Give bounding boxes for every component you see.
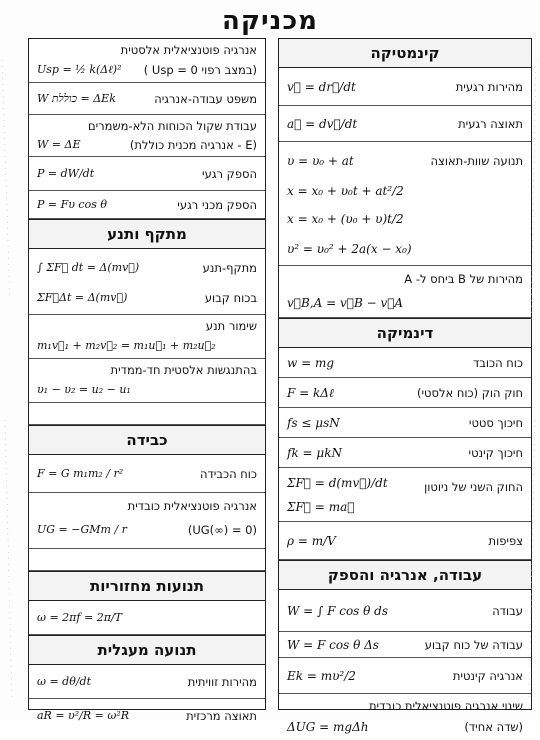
nonconservative-eq: W = ΔE [37, 138, 81, 151]
periodic-motion-heading: תנועות מחזוריות [29, 571, 265, 601]
work-energy-power-heading: עבודה, אנרגיה והספק [279, 560, 531, 590]
acceleration-eq: a⃗ = dv⃗/dt [287, 117, 358, 131]
gravity-potential-note: (UG(∞) = 0) [187, 523, 257, 537]
centripetal-label: תאוצה מרכזית [186, 709, 257, 723]
elastic-note: (במצב רפוי Usp = 0 ) [143, 63, 257, 77]
conservation-label: שימור תנע [205, 319, 257, 333]
gravity-potential-label: אנרגיה פוטנציאלית כובדית [127, 499, 257, 513]
nonconservative-work-row [29, 115, 265, 157]
potential-change-row [279, 694, 531, 740]
velocity-eq: v⃗ = dr⃗/dt [287, 80, 356, 94]
static-eq: fs ≤ μsN [287, 416, 340, 430]
pe-label: שינוי אנרגיה פוטנציאלית כובדית [369, 699, 523, 713]
kinetic-label: חיכוך קינטי [468, 446, 523, 460]
gravity-potential-eq: UG = −GMm / r [37, 523, 127, 536]
density-eq: ρ = m/V [287, 534, 336, 548]
ke-eq: Ek = mυ²/2 [287, 669, 356, 683]
impulse-eq: ∫ ΣF⃗ dt = Δ(mv⃗) [37, 261, 140, 274]
hooke-label: חוק הוק (כוח אלסטי) [417, 386, 523, 400]
angular-label: מהירות זוויתית [187, 675, 257, 689]
relative-eq: v⃗B,A = v⃗B − v⃗A [287, 296, 404, 310]
power-eq: P = dW/dt [37, 167, 95, 180]
gravity-force-label: כוח הכבידה [200, 467, 257, 481]
centripetal-row [29, 699, 265, 733]
nonconservative-label: עבודת שקול הכוחות הלא-משמרים [87, 119, 257, 133]
kinematics-heading: קינמטיקה [279, 39, 531, 68]
impulse-const-label: בכוח קבוע [204, 291, 257, 305]
velocity-label: מהירות רגעית [455, 80, 523, 94]
hooke-row [279, 378, 531, 408]
dynamics-heading: דינמיקה [279, 318, 531, 348]
acceleration-row [279, 106, 531, 142]
newton-eq-1: ΣF⃗ = d(mv⃗)/dt [287, 476, 388, 490]
gravity-potential-row [29, 493, 265, 549]
work-energy-theorem-row [29, 83, 265, 115]
elastic-collision-eq: υ₁ − υ₂ = u₂ − u₁ [37, 383, 131, 396]
elastic-energy-row [29, 39, 265, 83]
gravity-heading: כבידה [29, 425, 265, 455]
impulse-label: מתקף-תנע [202, 261, 257, 275]
page-title: מכניקה [222, 6, 318, 36]
uniform-eq-1: υ = υ₀ + at [287, 154, 354, 168]
power-label: הספק רגעי [202, 167, 257, 181]
spacer-row [29, 403, 265, 425]
pe-eq: ΔUG = mgΔh [287, 720, 369, 734]
acceleration-label: תאוצה רגעית [458, 117, 523, 131]
uniform-acceleration-row [279, 142, 531, 266]
weight-row [279, 348, 531, 378]
static-label: חיכוך סטטי [468, 416, 523, 430]
elastic-eq: Usp = ½ k(Δℓ)² [37, 63, 122, 76]
newton-row [279, 468, 531, 522]
weight-eq: w = mg [287, 356, 335, 370]
density-row [279, 522, 531, 560]
left-column [28, 38, 266, 723]
omega-eq: ω = 2πf = 2π/T [37, 611, 122, 624]
elastic-collision-label: בהתנגשות אלסטית חד-ממדית [110, 363, 257, 377]
centripetal-eq: aR = υ²/R = ω²R [37, 709, 130, 722]
const-work-eq: W = F cos θ Δs [287, 638, 379, 652]
relative-velocity-row [279, 266, 531, 318]
newton-label: החוק השני של ניוטון [424, 480, 523, 494]
density-label: צפיפות [488, 534, 523, 548]
const-work-row [279, 632, 531, 658]
nonconservative-note: (E - אנרגיה מכנית כוללת) [129, 138, 257, 152]
impulse-row [29, 249, 265, 315]
work-energy-eq: W כוללת = ΔEk [37, 92, 116, 105]
angular-eq: ω = dθ/dt [37, 675, 92, 688]
right-column [278, 38, 532, 734]
uniform-eq-3: x = x₀ + (υ₀ + υ)t/2 [287, 212, 404, 226]
uniform-eq-2: x = x₀ + υ₀t + at²/2 [287, 184, 404, 198]
mech-power-label: הספק מכני רגעי [177, 198, 257, 212]
gravity-force-eq: F = G m₁m₂ / r² [37, 467, 124, 480]
mech-power-row [29, 191, 265, 219]
static-friction-row [279, 408, 531, 438]
relative-label: מהירות של B ביחס ל- A [404, 272, 523, 286]
ke-label: אנרגיה קינטית [452, 669, 523, 683]
kinetic-friction-row [279, 438, 531, 468]
momentum-heading: מתקף ותנע [29, 219, 265, 249]
elastic-label: אנרגיה פוטנציאלית אלסטית [120, 43, 257, 57]
momentum-conservation-row [29, 315, 265, 359]
weight-label: כוח הכובד [472, 356, 523, 370]
work-eq: W = ∫ F cos θ ds [287, 604, 389, 618]
mech-power-eq: P = Fυ cos θ [37, 198, 107, 211]
power-row [29, 157, 265, 191]
spacer-row-2 [29, 549, 265, 571]
conservation-eq: m₁v⃗₁ + m₂v⃗₂ = m₁u⃗₁ + m₂u⃗₂ [37, 339, 216, 352]
uniform-label: תנועה שוות-תאוצה [430, 154, 523, 168]
angular-velocity-row [29, 665, 265, 699]
circular-motion-heading: תנועה מעגלית [29, 635, 265, 665]
work-row [279, 590, 531, 632]
kinetic-energy-row [279, 658, 531, 694]
uniform-eq-4: υ² = υ₀² + 2a(x − x₀) [287, 242, 412, 256]
velocity-row [279, 68, 531, 106]
newton-eq-2: ΣF⃗ = ma⃗ [287, 500, 355, 514]
hooke-eq: F = kΔℓ [287, 386, 334, 400]
gravity-force-row [29, 455, 265, 493]
work-label: עבודה [492, 604, 523, 618]
elastic-collision-row [29, 359, 265, 403]
impulse-const-eq: ΣF⃗Δt = Δ(mv⃗) [37, 291, 128, 304]
kinetic-eq: fk = μkN [287, 446, 342, 460]
work-energy-label: משפט עבודה-אנרגיה [154, 92, 257, 106]
pe-note: (שדה אחיד) [464, 720, 523, 734]
omega-row [29, 601, 265, 635]
const-work-label: עבודה של כוח קבוע [424, 638, 523, 652]
